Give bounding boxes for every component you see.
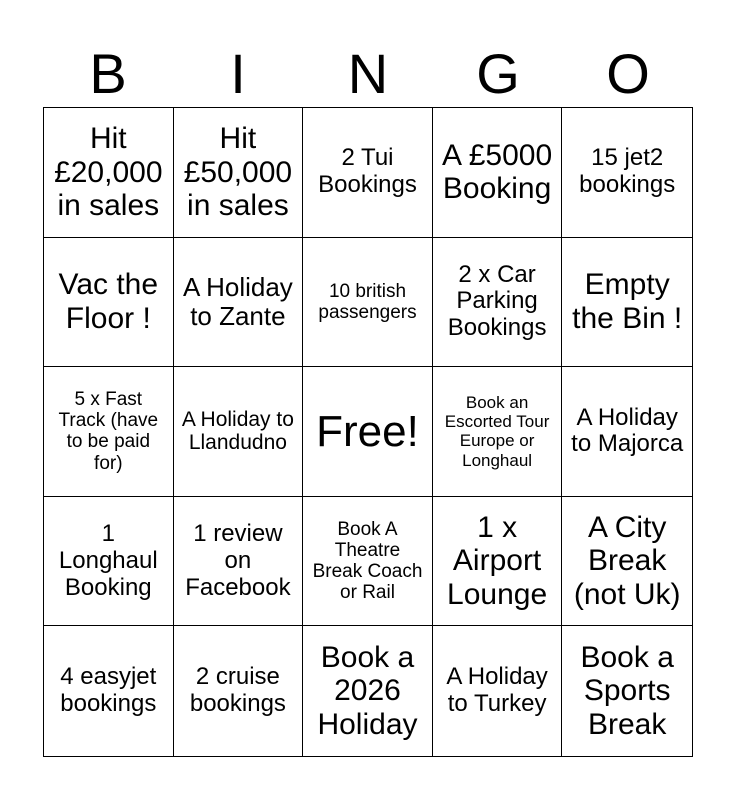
cell-text: 2 x Car Parking Bookings [447,260,547,342]
free-space-cell[interactable] [303,367,433,497]
cell-text: Book an Escorted Tour Europe or Longhaul [444,393,550,470]
cell-text: 2 Tui Bookings [318,144,417,199]
bingo-cell[interactable] [562,497,692,627]
cell-text: 10 british passengers [318,280,417,323]
bingo-cell[interactable] [44,497,174,627]
header-letter-o: O [606,42,650,105]
bingo-cell[interactable] [303,626,433,756]
bingo-cell[interactable] [44,108,174,238]
bingo-cell[interactable] [562,238,692,368]
bingo-cell[interactable] [433,108,563,238]
bingo-cell[interactable] [562,626,692,756]
cell-text: 4 easyjet bookings [60,663,157,718]
cell-text: 15 jet2 bookings [579,144,676,199]
bingo-cell[interactable] [174,367,304,497]
cell-text: A City Break (not Uk) [573,510,681,611]
cell-text: A Holiday to Zante [182,271,293,331]
cell-text: 2 cruise bookings [189,663,286,718]
bingo-cell[interactable] [433,367,563,497]
cell-text: Vac the Floor ! [58,268,159,335]
cell-text: A £5000 Booking [442,138,553,206]
header-letter-b: B [89,42,127,105]
bingo-cell[interactable] [174,497,304,627]
bingo-cell[interactable] [562,108,692,238]
cell-text: Hit £50,000 in sales [183,121,293,223]
bingo-cell[interactable] [174,626,304,756]
free-space-text: Free! [316,406,419,456]
bingo-cell[interactable] [433,497,563,627]
cell-text: Book a 2026 Holiday [317,640,418,741]
bingo-cell[interactable] [44,238,174,368]
bingo-cell[interactable] [174,238,304,368]
cell-text: 1 review on Facebook [185,519,291,601]
cell-text: A Holiday to Majorca [571,403,684,458]
bingo-cell[interactable] [562,367,692,497]
cell-text: A Holiday to Turkey [446,663,548,718]
cell-text: A Holiday to Llandudno [181,407,294,455]
bingo-cell[interactable] [44,367,174,497]
bingo-cell[interactable] [174,108,304,238]
bingo-cell[interactable] [433,238,563,368]
bingo-card-grid [43,107,693,757]
bingo-cell[interactable] [433,626,563,756]
cell-text: Empty the Bin ! [572,268,683,335]
cell-text: Hit £20,000 in sales [54,121,163,223]
cell-text: Book a Sports Break [580,640,674,741]
cell-text: 5 x Fast Track (have to be paid for) [58,388,159,474]
header-letter-i: I [230,42,246,105]
bingo-cell[interactable] [303,108,433,238]
cell-text: Book A Theatre Break Coach or Rail [312,518,423,604]
cell-text: 1 Longhaul Booking [58,519,158,601]
cell-text: 1 x Airport Lounge [447,510,548,611]
header-letter-g: G [476,42,520,105]
bingo-cell[interactable] [44,626,174,756]
header-letter-n: N [347,42,389,105]
bingo-cell[interactable] [303,497,433,627]
bingo-cell[interactable] [303,238,433,368]
bingo-header [43,40,693,108]
